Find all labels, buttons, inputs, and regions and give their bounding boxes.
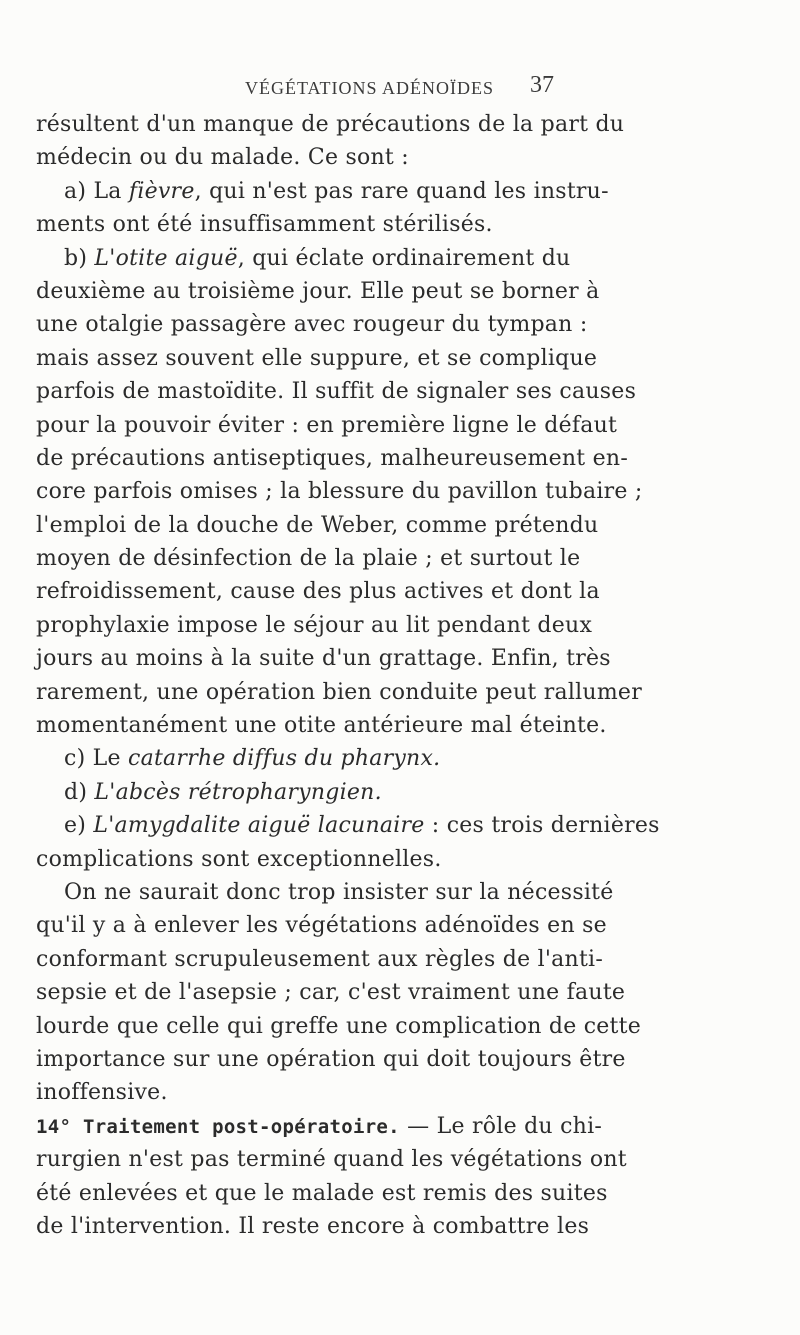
item-marker: c) Le — [64, 746, 129, 772]
text-line: core parfois omises ; la blessure du pavillon tubaire ; — [36, 479, 643, 505]
item-term: fièvre — [128, 178, 195, 204]
text-line: résultent d'un manque de précautions de la part du — [36, 112, 625, 137]
text-line: jours au moins à la suite d'un grattage. Enfin, très — [36, 646, 611, 672]
item-text: , qui n'est pas rare quand les instru- — [194, 178, 609, 204]
list-item-b — [36, 242, 726, 275]
running-head: VÉGÉTATIONS ADÉNOÏDES — [245, 78, 495, 98]
text-line: parfois de mastoïdite. Il suffit de signaler ses causes — [36, 379, 637, 405]
text-line: lourde que celle qui greffe une complication de cette — [36, 1013, 641, 1039]
section-title: 14° Traitement post-opératoire. — [36, 1115, 400, 1138]
list-item-d — [36, 776, 726, 809]
text-line: importance sur une opération qui doit toujours être — [36, 1046, 626, 1072]
item-term: L'amygdalite aiguë lacunaire — [93, 813, 425, 839]
item-marker: a) La — [64, 178, 129, 204]
item-term: catarrhe diffus du pharynx. — [128, 746, 441, 772]
text-line: momentanément une otite antérieure mal éteinte. — [36, 713, 607, 739]
text-line: conformant scrupuleusement aux règles de l'anti- — [36, 946, 604, 972]
page-header — [0, 72, 800, 102]
item-marker: b) — [64, 245, 95, 271]
text-line: de l'intervention. Il reste encore à combattre les — [36, 1213, 590, 1239]
text-line: prophylaxie impose le séjour au lit pendant deux — [36, 612, 593, 638]
text-line: une otalgie passagère avec rougeur du tympan : — [36, 312, 588, 338]
text-line: moyen de désinfection de la plaie ; et surtout le — [36, 546, 581, 572]
text-line: inoffensive. — [36, 1080, 168, 1106]
item-term: L'abcès rétropharyngien. — [94, 779, 382, 805]
list-item-a — [36, 175, 726, 208]
body-text — [36, 108, 726, 1243]
page-number: 37 — [530, 72, 554, 98]
text-line: ments ont été insuffisamment stérilisés. — [36, 212, 493, 238]
text-line: été enlevées et que le malade est remis des suites — [36, 1180, 608, 1206]
text-line: médecin ou du malade. Ce sont : — [36, 145, 409, 171]
text-line: pour la pouvoir éviter : en première ligne le défaut — [36, 412, 618, 438]
item-text: — Le rôle du chi- — [399, 1113, 603, 1139]
item-term: L'otite aiguë — [94, 245, 238, 271]
paragraph-start: On ne saurait donc trop insister sur la nécessité — [64, 879, 614, 905]
list-item-e — [36, 809, 726, 842]
item-text: , qui éclate ordinairement du — [237, 245, 571, 271]
text-line: mais assez souvent elle suppure, et se complique — [36, 345, 598, 371]
text-line: de précautions antiseptiques, malheureusement en- — [36, 445, 629, 471]
text-line: sepsie et de l'asepsie ; car, c'est vraiment une faute — [36, 980, 626, 1006]
item-marker: d) — [64, 779, 95, 805]
section-heading-line — [36, 1110, 726, 1143]
list-item-c — [36, 742, 726, 775]
text-line: refroidissement, cause des plus actives et dont la — [36, 579, 600, 605]
text-line: rarement, une opération bien conduite peut rallumer — [36, 679, 642, 705]
text-line: complications sont exceptionnelles. — [36, 846, 442, 872]
text-line: l'emploi de la douche de Weber, comme prétendu — [36, 512, 599, 538]
item-marker: e) — [64, 813, 94, 839]
text-line: rurgien n'est pas terminé quand les végétations ont — [36, 1147, 627, 1173]
item-text: : ces trois dernières — [424, 813, 660, 839]
text-line: qu'il y a à enlever les végétations adénoïdes en se — [36, 913, 607, 939]
text-line: deuxième au troisième jour. Elle peut se borner à — [36, 278, 600, 304]
